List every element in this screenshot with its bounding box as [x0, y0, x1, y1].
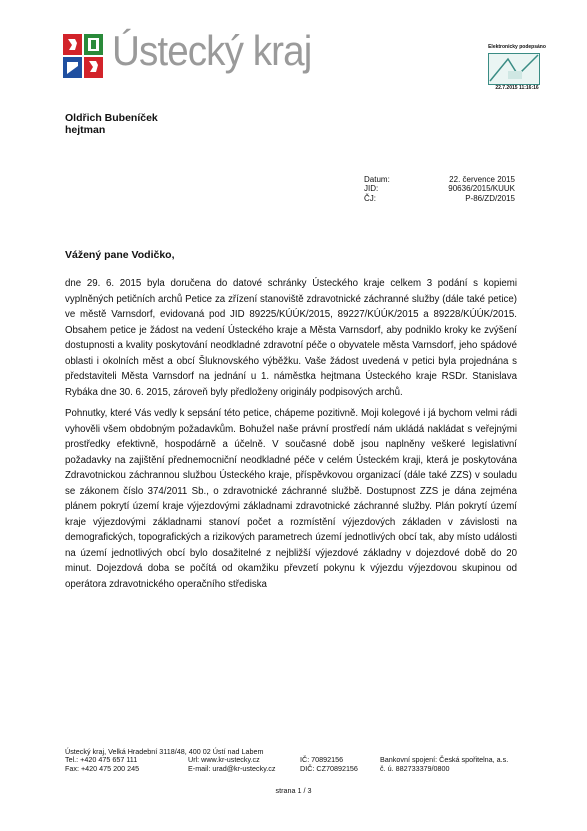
page-number: strana 1 / 3 — [275, 786, 312, 795]
sender-title: hejtman — [65, 124, 106, 136]
footer-account: č. ú. 882733379/0800 — [380, 763, 450, 773]
meta-row-cj — [364, 194, 515, 203]
footer-fax: Fax: +420 475 200 245 — [65, 763, 140, 773]
meta-value: 90636/2015/KUUK — [448, 184, 515, 194]
meta-row-jid — [364, 184, 515, 193]
footer-row — [65, 765, 525, 773]
body-paragraph: dne 29. 6. 2015 byla doručena do datové schránky Ústeckého kraje celkem 3 podání s kopiemi vyplněných petičních archů Petice za zřízení stanoviště zdravotnické záchranné služby (dále také petice) ve městě Varnsdorf, evidovaná pod JID 89225/KÚÚK/2015, 89227/KÚÚK/2015 a 89228/KÚÚK/2015. Obsahem petice je žádost na vedení Ústeckého kraje a Města Varnsdorf, aby podniklo kroky ke zvýšení dostupnosti a kvality poskytování neodkladné zdravotní péče o obyvatele města Varnsdorf, jeho spádové oblasti i okolních měst a obcí Šluknovského výběžku. Vaše žádost uvedená v petici byla projednána s představiteli Města Varnsdorf na jednání u 1. náměstka hejtmana Ústeckého kraje RSDr. Stanislava Rybáka dne 30. 6. 2015, zároveň byly předloženy originály podpisových archů. — [65, 278, 517, 398]
letter-body — [65, 276, 517, 598]
body-paragraph: Pohnutky, které Vás vedly k sepsání této petice, chápeme pozitivně. Moji kolegové i já bychom velmi rádi vyhověli všem obdobným požadavkům. Bohužel naše právní prostředí nám ukládá nakládat s veřejnými prostředky efektivně, hospodárně a účelně. V současné době jsou naplněny veškeré legislativní požadavky na zajištění přednemocniční neodkladné péče v celém Ústeckém kraji, která je poskytována Zdravotnickou záchrannou službou Ústeckého kraje, příspěvkovou organizací (dále také ZZS) v souladu se zákonem číslo 374/2011 Sb., o zdravotnické záchranné službě. Dostupnost ZZS je dána zejména plánem pokrytí území kraje výjezdovými základnami zdravotnické záchranné služby. Plán pokrytí území kraje výjezdovými základnami stanoví počet a rozmístění výjezdových základen v závislosti na demografických, topografických a rizikových parametrech území jednotlivých obcí tak, aby místo události na území jednotlivých obcí bylo dosažitelné z nejbližší výjezdové základny v dojezdové době do 20 minut. Dojezdová doba se počítá od okamžiku převzetí pokynu k výjezdu výjezdovou skupinou od operátora zdravotnického operačního střediska — [65, 408, 517, 590]
meta-value: P-86/ZD/2015 — [465, 193, 515, 203]
brand-name: Ústecký kraj — [112, 27, 312, 74]
esign-date: 22.7.2015 11:16:16 — [495, 85, 539, 91]
sender-name: Oldřich Bubeníček — [65, 112, 158, 124]
meta-label: JID: — [364, 184, 379, 194]
meta-label: ČJ: — [364, 193, 376, 203]
footer-bank: Bankovní spojení: Česká spořitelna, a.s. — [380, 755, 509, 765]
footer — [65, 748, 525, 773]
footer-dic: DIČ: CZ70892156 — [300, 763, 358, 773]
greeting: Vážený pane Vodičko, — [65, 249, 175, 261]
meta-row-date — [364, 175, 515, 184]
footer-ic: IČ: 70892156 — [300, 755, 344, 765]
meta-value: 22. července 2015 — [449, 175, 515, 184]
footer-tel: Tel.: +420 475 657 111 — [65, 755, 138, 765]
letter-meta — [364, 175, 515, 203]
footer-address: Ústecký kraj, Velká Hradební 3118/48, 400 02 Ústí nad Labem — [65, 747, 264, 756]
esign-label: Elektronicky podepsáno — [488, 44, 546, 50]
coat-of-arms-logo — [63, 34, 103, 80]
esign-stamp-icon — [488, 53, 540, 85]
footer-email: E-mail: urad@kr-ustecky.cz — [188, 763, 276, 773]
sender-block — [65, 112, 158, 136]
meta-label: Datum: — [364, 175, 390, 184]
footer-url: Url: www.kr-ustecky.cz — [188, 755, 260, 765]
